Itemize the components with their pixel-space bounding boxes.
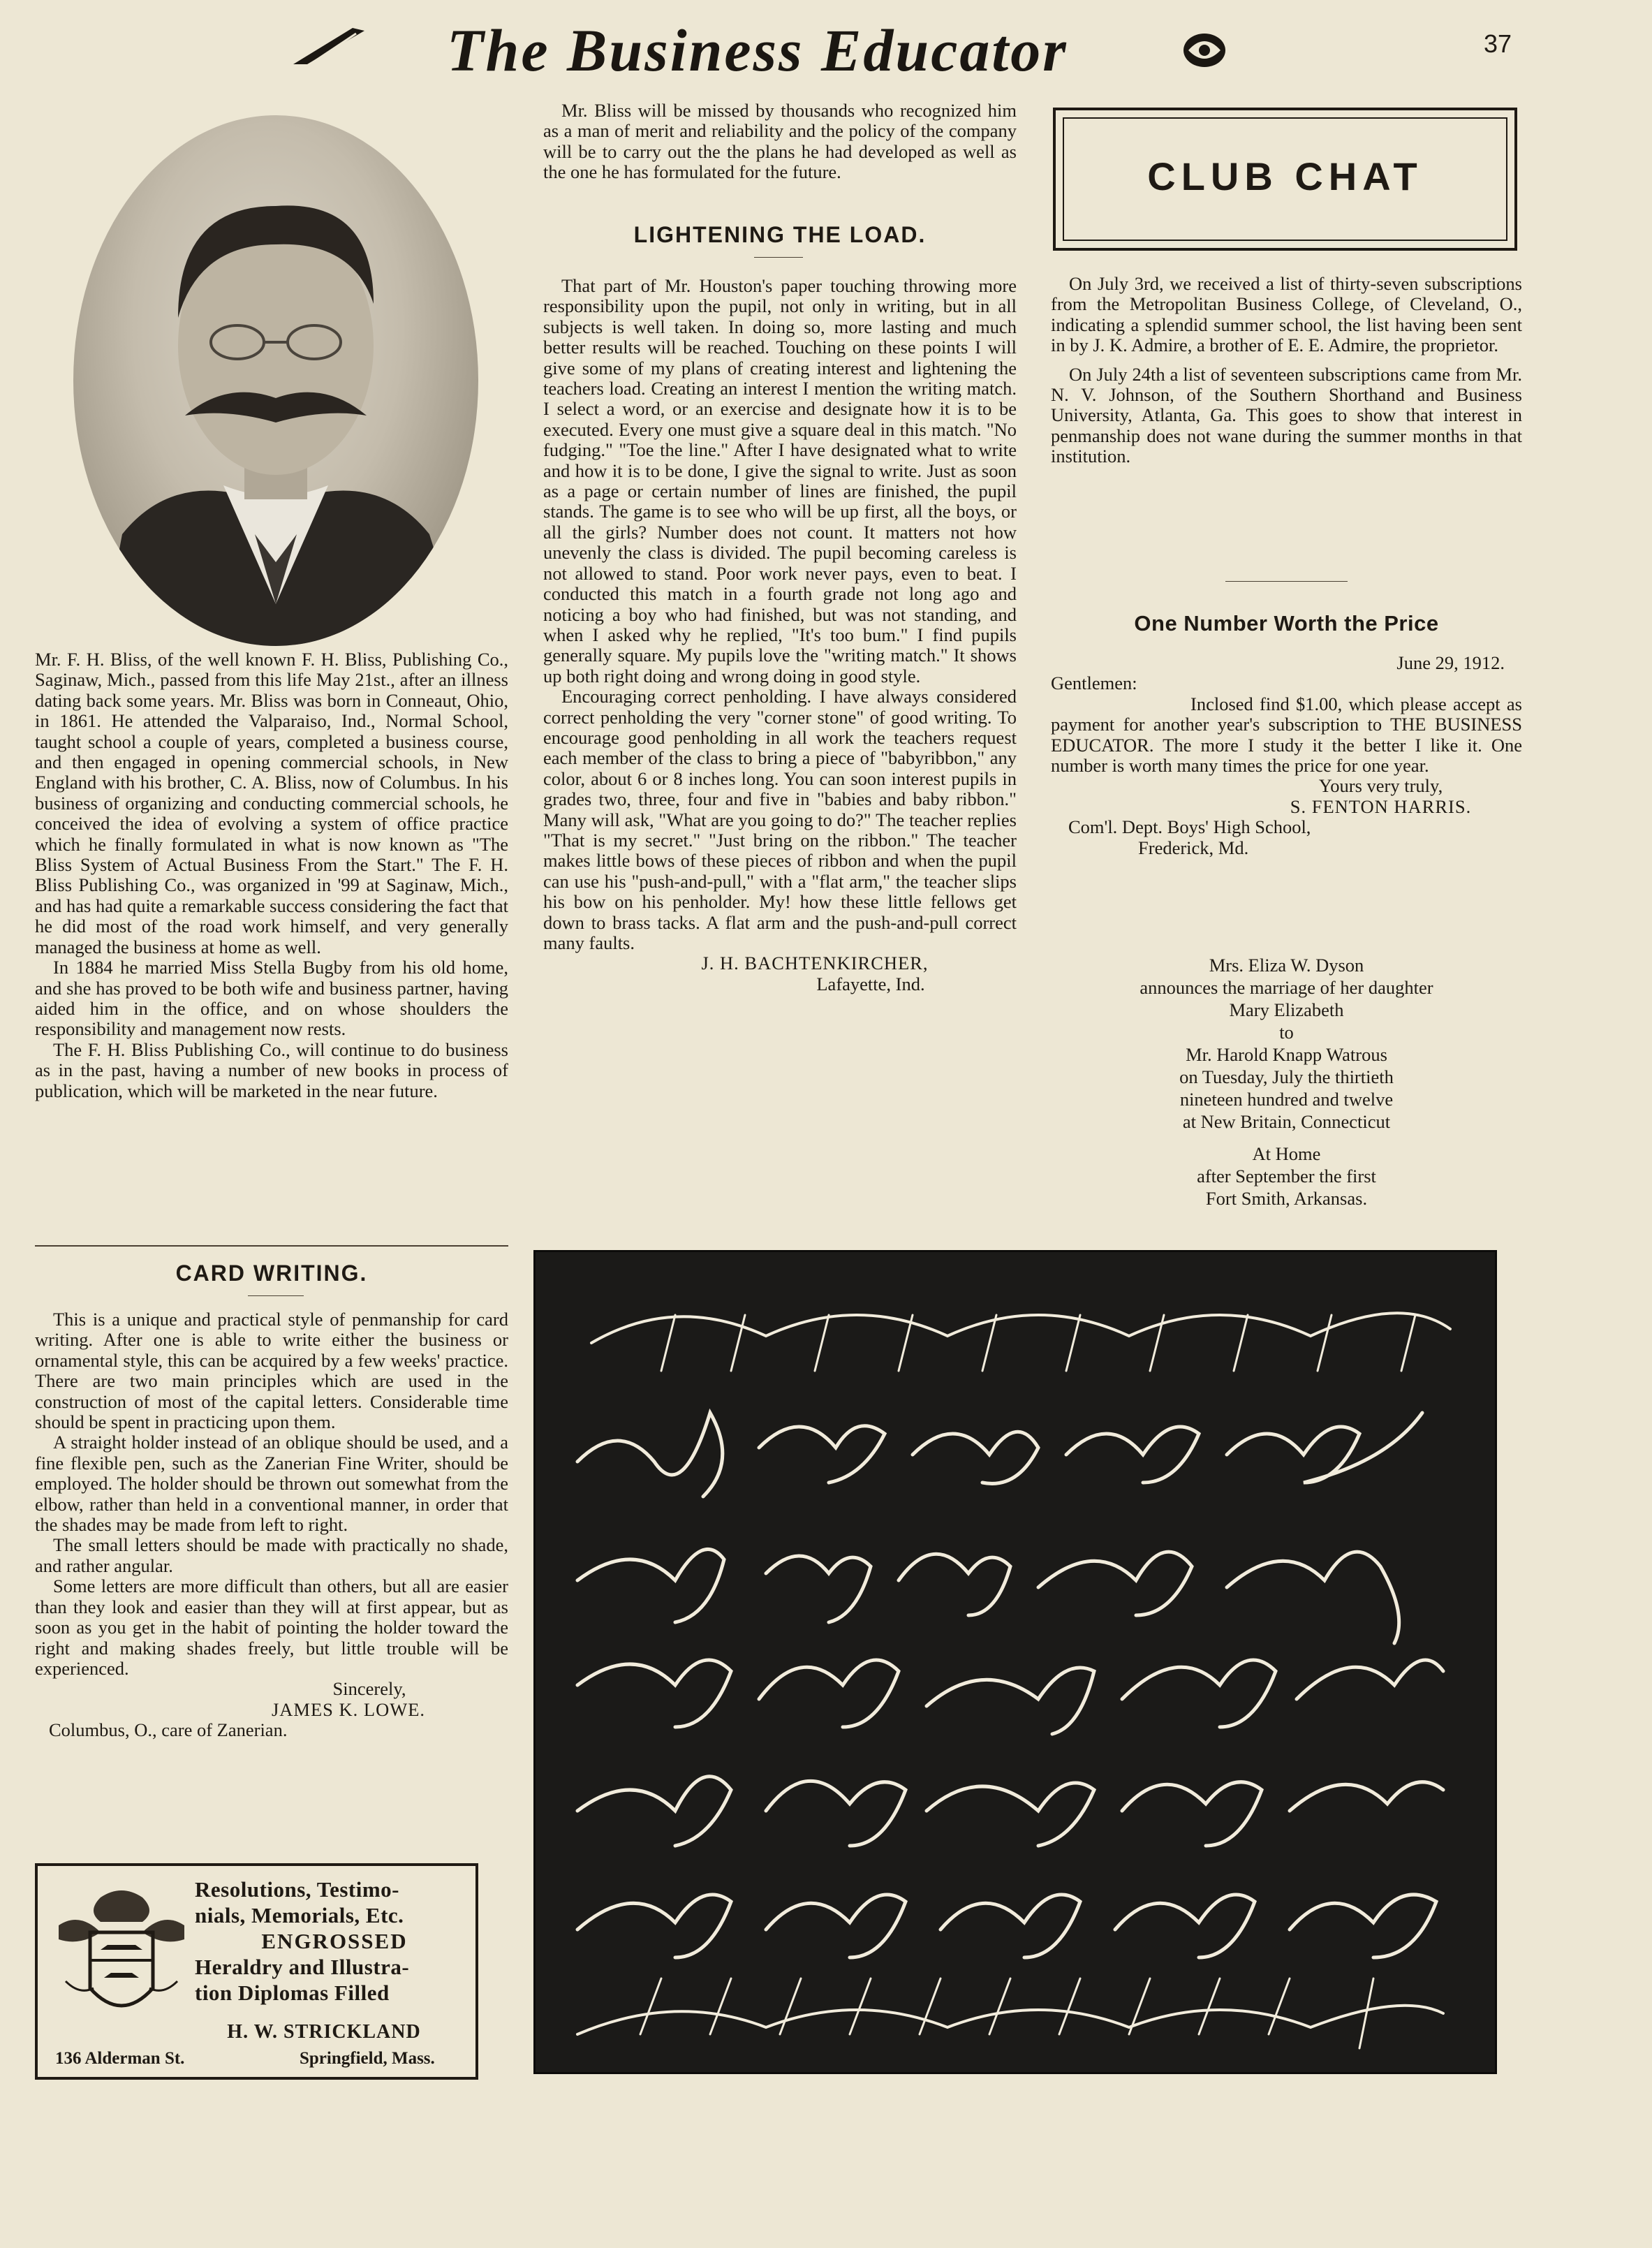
masthead (0, 0, 1652, 91)
page-number: 37 (1484, 29, 1512, 58)
ad-line-4: Heraldry and Illustra- (195, 1955, 410, 1979)
wedding-line: on Tuesday, July the thirtieth (1179, 1066, 1394, 1087)
ad-line-1: Resolutions, Testimo- (195, 1877, 399, 1902)
wedding-line: Mrs. Eliza W. Dyson (1209, 955, 1364, 976)
bliss-article-continued (543, 101, 1017, 183)
wedding-line: to (1279, 1022, 1294, 1043)
letter-heading: One Number Worth the Price (1134, 611, 1439, 636)
club-chat-paragraph-1: On July 3rd, we received a list of thirty-seven subscriptions from the Metropolitan Business College, of Cleveland, O., indicating a splendid summer school, the list having been sent in by J. K. Admire, a brother of E. E. Admire, the proprietor. (1051, 273, 1522, 356)
letter-signature: S. FENTON HARRIS. (1290, 795, 1472, 817)
card-writing-closing: Sincerely, (332, 1678, 406, 1700)
bliss-paragraph-3: The F. H. Bliss Publishing Co., will continue to do business as in the past, having a number of new books in process of publication, which will be marketed in the near future. (35, 1038, 508, 1101)
letter-location: Frederick, Md. (1138, 837, 1249, 858)
divider (248, 1295, 304, 1296)
lightening-paragraph-2: Encouraging correct penholding. I have always considered correct penholding the very "corner stone" of good writing. To encourage good penholding in all work the teachers request each member of the class to bring a piece of "babyribbon," any color, about 6 or 8 inches long. You can soon interest pupils in grades two, three, four and five in "babies and baby ribbon." Many will ask, "What are you going to do?" The teacher replies "That is my secret." "Just bring on the ribbon." The teacher makes little bows of these pieces of ribbon and when the pupil can use his "push-and-pull," with a "flat arm," the teacher slips his bow on his penholder. My! how these little fellows get down to brass tacks. A flat arm and the push-and-pull correct many faults. (543, 686, 1017, 953)
divider (35, 1245, 508, 1247)
ornamental-capitals-specimen (536, 1252, 1495, 2072)
portrait-figure-icon (73, 115, 478, 646)
wedding-announcement (1051, 954, 1522, 1210)
ad-line-2: nials, Memorials, Etc. (195, 1903, 404, 1927)
ornament-icon (1180, 28, 1229, 70)
ad-city: Springfield, Mass. (300, 2049, 435, 2068)
wedding-line: at New Britain, Connecticut (1182, 1111, 1391, 1132)
ad-text (195, 1876, 474, 2006)
lightening-location: Lafayette, Ind. (816, 973, 925, 994)
lightening-paragraph-1: That part of Mr. Houston's paper touching throwing more responsibility upon the pupil, not only in writing, but in all subjects is well taken. In doing so, more lasting and much better results will be reached. Touching on these points I will give some of my plans of creating interest and lightening the teachers load. Creating an interest I mention the writing match. I select a word, or an exercise and designate how it is to be executed. Every one must give a square deal in this match. "No fudging." "Toe the line." After I have designated what to write and how it is to be done, I give the signal to write. Just as soon as a page or certain number of lines are finished, the pupil stands. The game is to see who will be up first, all the boys, or all the girls? Number does not count. It matters not how unevenly the class is divided. The pupil becoming careless is not allowed to stand. Poor work never pays, even to beat. I conducted this match in a fourth grade not long ago and noticing a boy who had finished, but was not standing, and when I asked why he replied, "It's too bum." I find pupils generally square. My pupils love the "writing match." It shows up both right doing and wrong doing in good style. (543, 275, 1017, 686)
wedding-line: Mary Elizabeth (1229, 999, 1344, 1020)
letter-date: June 29, 1912. (1396, 652, 1505, 673)
quill-icon (286, 21, 370, 70)
penmanship-specimen-plate (533, 1250, 1497, 2074)
divider (1225, 581, 1348, 582)
letter-salutation: Gentlemen: (1051, 673, 1137, 694)
specimen-row-last (577, 1978, 1443, 2048)
portrait-photo (73, 115, 478, 646)
letter (1051, 653, 1522, 858)
wedding-line: nineteen hundred and twelve (1179, 1089, 1394, 1110)
club-chat-paragraph-2: On July 24th a list of seventeen subscriptions came from Mr. N. V. Johnson, of the Southern Shorthand and Business University, Atlanta, Ga. This goes to show that interest in penmanship does not wane during the summer months in that institution. (1051, 363, 1522, 467)
lightening-signature: J. H. BACHTENKIRCHER, (701, 953, 929, 974)
card-writing-location: Columbus, O., care of Zanerian. (49, 1719, 288, 1741)
lightening-heading: LIGHTENING THE LOAD. (633, 222, 927, 247)
masthead-title: The Business Educator (447, 17, 1068, 84)
wedding-home-line: At Home (1252, 1143, 1321, 1164)
letter-closing: Yours very truly, (1318, 775, 1443, 797)
bliss-paragraph-1: Mr. F. H. Bliss, of the well known F. H. Bliss, Publishing Co., Saginaw, Mich., passed from this life May 21st., after an illness dating back some years. Mr. Bliss was born in Conneaut, Ohio, in 1861. He attended the Valparaiso, Ind., Normal School, taught school a couple of years, completed a business course, and then engaged in opening commercial schools, in New England with his brother, C. A. Bliss, now of Columbus. In his business of organizing and conducting commercial schools, he conceived the idea of evolving a system of office practice which he finally formulated in what is now known as "The Bliss System of Actual Business From the Start." The F. H. Bliss Publishing Co., was organized in '99 at Saginaw, Mich., and has had quite a remarkable success considering the fact that he did most of the road work himself, and very generally managed the business at home as well. (35, 649, 508, 957)
card-writing-paragraph-1: This is a unique and practical style of penmanship for card writing. After one is able to write either the business or ornamental style, this can be acquired by a few weeks' practice. There are two main principles which are used in the construction of most of the capital letters. Considerable time should be spent in practicing upon them. (35, 1309, 508, 1433)
coat-of-arms-icon (52, 1883, 191, 2037)
ad-line-5: tion Diplomas Filled (195, 1981, 390, 2005)
letter-title-line: Com'l. Dept. Boys' High School, (1068, 816, 1311, 838)
lightening-article (543, 276, 1017, 994)
ad-address: 136 Alderman St. (55, 2049, 185, 2068)
wedding-line: announces the marriage of her daughter (1140, 977, 1433, 998)
card-writing-signature: JAMES K. LOWE. (271, 1698, 426, 1720)
card-writing-article (35, 1309, 508, 1741)
specimen-row-1 (591, 1313, 1450, 1371)
card-writing-paragraph-2: A straight holder instead of an oblique should be used, and a fine flexible pen, such as the Zanerian Fine Writer, should be employed. The holder should be thrown out somewhat from the elbow, rather than held in a conventional manner, in order that the shades may be made from left to right. (35, 1432, 508, 1536)
letter-body: Inclosed find $1.00, which please accept as payment for another year's subscription to THE BUSINESS EDUCATOR. The more I study it the better I like it. One number is worth many times the price for one year. (1051, 693, 1522, 777)
ad-line-3: ENGROSSED (261, 1929, 408, 1953)
bliss-paragraph-2: In 1884 he married Miss Stella Bugby from his old home, and she has proved to be both wife and business partner, having aided him in the office, and on whose shoulders the responsibility and management now rests. (35, 957, 508, 1040)
wedding-home-line: Fort Smith, Arkansas. (1205, 1188, 1368, 1209)
club-chat-title: CLUB CHAT (1147, 154, 1423, 198)
bliss-paragraph-4: Mr. Bliss will be missed by thousands who recognized him as a man of merit and reliability and the policy of the company will be to carry out the the plans he had developed as well as the one he has formulated for the future. (543, 100, 1017, 183)
ad-name: H. W. STRICKLAND (227, 2021, 421, 2043)
divider (754, 257, 803, 258)
engrossing-advertisement (35, 1863, 478, 2080)
club-chat-article (1051, 274, 1522, 467)
card-writing-paragraph-3: The small letters should be made with practically no shade, and rather angular. (35, 1534, 508, 1576)
card-writing-heading: CARD WRITING. (175, 1261, 368, 1286)
bliss-article (35, 649, 508, 1101)
card-writing-paragraph-4: Some letters are more difficult than others, but all are easier than they look and easier than they will at first appear, but as soon as you get in the habit of pointing the holder toward the right and making shades freely, but little trouble will be experienced. (35, 1575, 508, 1679)
wedding-line: Mr. Harold Knapp Watrous (1186, 1044, 1387, 1065)
club-chat-title-box (1053, 108, 1517, 251)
wedding-home-line: after September the first (1197, 1166, 1376, 1187)
